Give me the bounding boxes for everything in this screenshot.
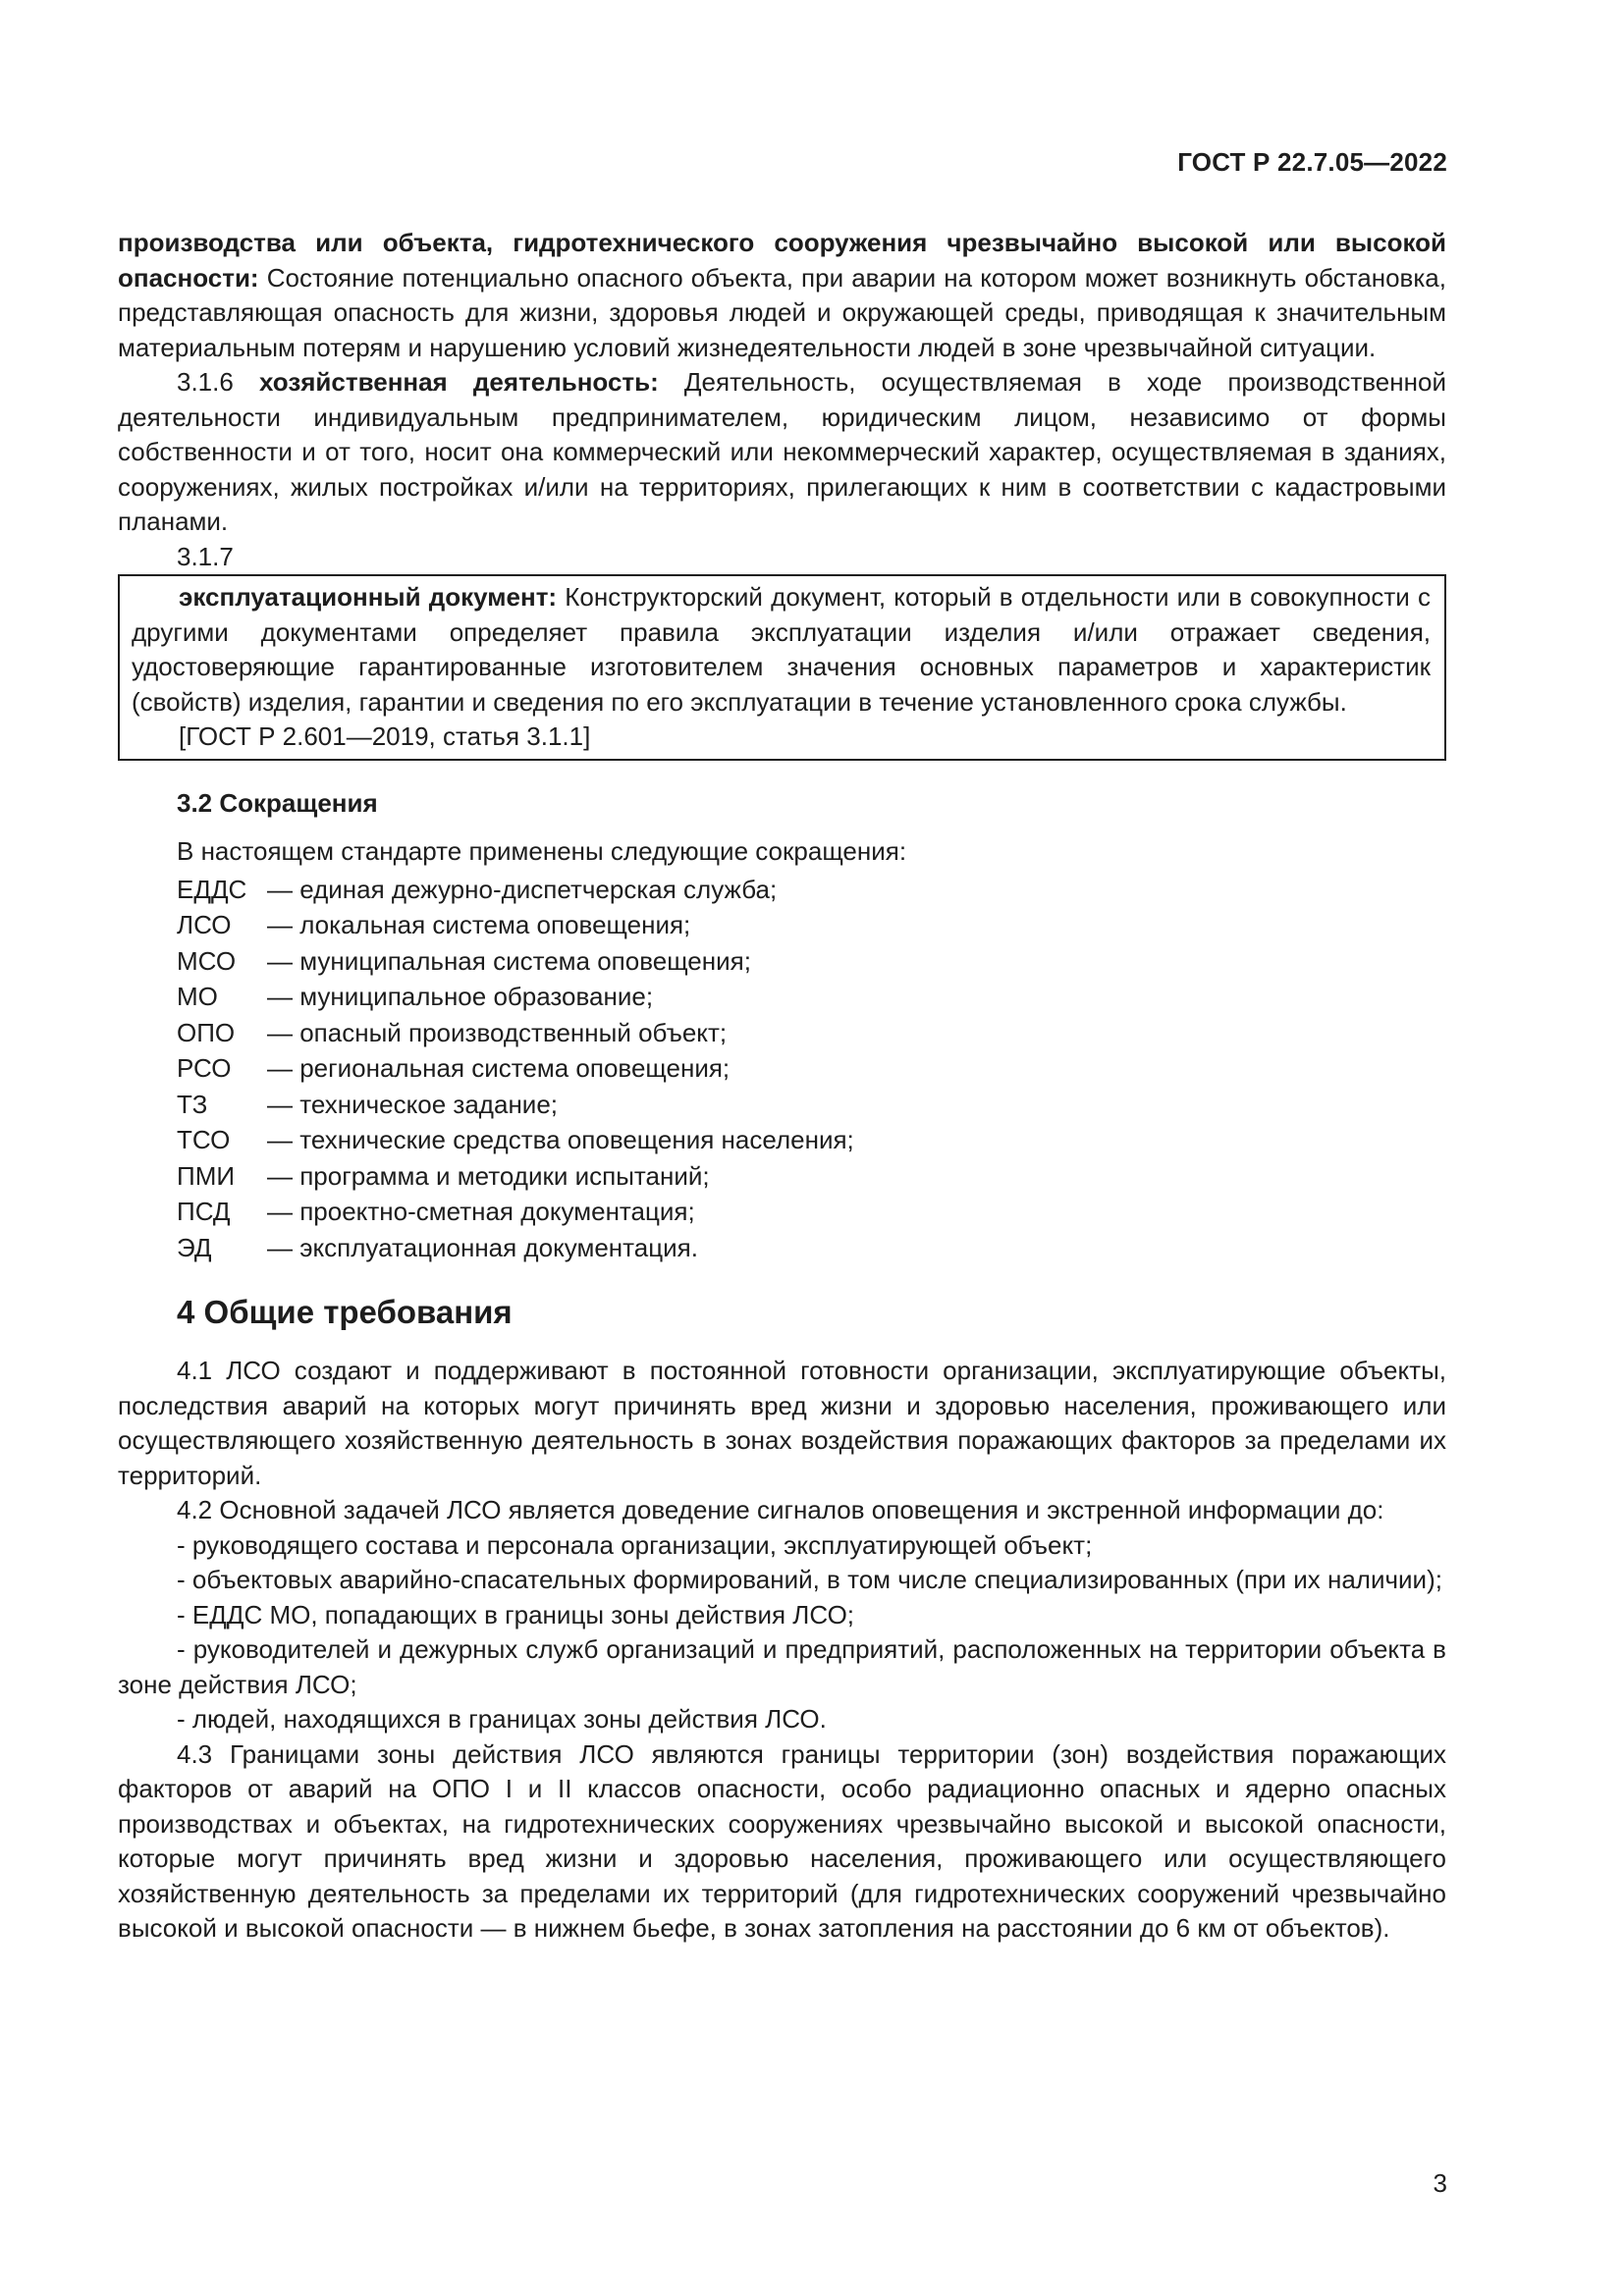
abbreviation-definition: — единая дежурно-диспетчерская служба; (267, 874, 778, 904)
abbreviation-definition: — эксплуатационная документация. (267, 1232, 698, 1262)
definition-text: Состояние потенциально опасного объекта, при аварии на котором может возникнуть обстановка, представляющая опасность для жизни, здоровья людей и окружающей среды, приводящая к значительным материальным потерям и нарушению условий жизнедеятельности людей в зоне чрезвычайной ситуации. (118, 262, 1446, 362)
abbreviation-row (177, 1015, 1446, 1051)
abbreviation-definition: — локальная система оповещения; (267, 910, 691, 939)
abbreviation-code: ТЗ (177, 1089, 208, 1119)
abbreviation-row (177, 979, 1446, 1015)
abbreviation-code: ПСД (177, 1197, 231, 1226)
list-item: - объектовых аварийно-спасательных формирований, в том числе специализированных (при их наличии); (177, 1565, 1442, 1594)
abbreviation-code: МСО (177, 945, 237, 976)
abbreviation-row (177, 1158, 1446, 1195)
definition-box-3-1-7 (118, 574, 1446, 761)
abbreviation-row (177, 1194, 1446, 1230)
abbreviation-code: ПМИ (177, 1160, 236, 1191)
page-header: ГОСТ Р 22.7.05—2022 (1177, 147, 1447, 177)
definition-term: хозяйственная деятельность: (258, 367, 659, 397)
abbreviation-row (177, 872, 1446, 908)
abbreviation-row (177, 907, 1446, 943)
definition-text: Конструкторский документ, который в отдельности или в совокупности с другими документами определяет правила эксплуатации изделия и/или отражает сведения, удостоверяющие гарантированные изготовителем значения основных параметров и характеристик (свойств) изделия, гарантии и сведения по его эксплуатации в течение установленного срока службы. (132, 582, 1432, 717)
abbreviation-definition: — программа и методики испытаний; (267, 1160, 710, 1191)
paragraph-4-2: 4.2 Основной задачей ЛСО является доведение сигналов оповещения и экстренной информации до: (177, 1495, 1384, 1524)
list-item: - людей, находящихся в границах зоны действия ЛСО. (177, 1704, 827, 1734)
abbreviation-code: ЕДДС (177, 874, 247, 904)
abbreviation-code: ЭД (177, 1232, 212, 1262)
subsection-title-abbreviations: 3.2 Сокращения (177, 787, 378, 818)
abbreviation-code: ОПО (177, 1017, 236, 1047)
definition-reference: [ГОСТ Р 2.601—2019, статья 3.1.1] (179, 721, 591, 751)
list-item: - руководителей и дежурных служб организаций и предприятий, расположенных на территории объекта в зоне действия ЛСО; (118, 1634, 1446, 1699)
abbreviation-definition: — региональная система оповещения; (267, 1053, 731, 1083)
abbreviation-row (177, 1087, 1446, 1123)
abbreviation-code: ЛСО (177, 910, 232, 939)
paragraph-4-3: 4.3 Границами зоны действия ЛСО являются границы территории (зон) воздействия поражающих факторов от аварий на ОПО I и II классов опасности, особо радиационно опасных и ядерно опасных производствах и объектах, на гидротехнических сооружениях чрезвычайно высокой и высокой опасности, которые могут причинять вред жизни и здоровью населения, проживающего или осуществляющего хозяйственную деятельность за пределами их территорий (для гидротехнических сооружений чрезвычайно высокой и высокой опасности — в нижнем бьефе, в зонах затопления на расстоянии до 6 км от объектов). (118, 1738, 1446, 1943)
abbreviation-row (177, 943, 1446, 980)
definition-term: эксплуатационный документ: (179, 582, 558, 612)
abbreviation-definition: — техническое задание; (267, 1089, 559, 1119)
abbreviations-intro: В настоящем стандарте применены следующие сокращения: (177, 836, 907, 866)
definition-3-1-6 (118, 365, 1446, 540)
abbreviation-row (177, 1230, 1446, 1266)
abbreviation-row (177, 1050, 1446, 1087)
abbreviation-definition: — муниципальное образование; (267, 982, 654, 1011)
definition-text: Деятельность, осуществляемая в ходе производственной деятельности индивидуальным предпринимателем, юридическим лицом, независимо от формы собственности и от того, носит она коммерческий или некоммерческий характер, осуществляемая в зданиях, сооружениях, жилых постройках и/или на территориях, прилегающих к ним в соответствии с кадастровыми планами. (118, 367, 1446, 536)
clause-number: 3.1.6 (177, 367, 259, 397)
clause-number-3-1-7: 3.1.7 (177, 541, 234, 571)
paragraph-4-1: 4.1 ЛСО создают и поддерживают в постоянной готовности организации, эксплуатирующие объекты, последствия аварий на которых могут причинять вред жизни и здоровью населения, проживающего или осуществляющего хозяйственную деятельность в зонах воздействия поражающих факторов за пределами их территорий. (118, 1356, 1446, 1490)
list-item: - руководящего состава и персонала организации, эксплуатирующей объект; (177, 1529, 1093, 1560)
abbreviation-code: МО (177, 982, 218, 1011)
abbreviation-definition: — проектно-сметная документация; (267, 1197, 695, 1226)
abbreviation-code: РСО (177, 1053, 232, 1083)
document-body (118, 226, 1446, 1947)
definition-3-1-7 (132, 580, 1431, 720)
abbreviation-row (177, 1122, 1446, 1158)
abbreviation-code: ТСО (177, 1125, 231, 1154)
definition-term: производства или объекта, гидротехнического сооружения чрезвычайно высокой или высокой опасности: (118, 228, 1446, 293)
definition-continued (118, 226, 1446, 365)
abbreviation-definition: — муниципальная система оповещения; (267, 945, 751, 976)
abbreviations-list (177, 872, 1446, 1266)
abbreviation-definition: — технические средства оповещения населения; (267, 1125, 854, 1154)
section-title-general-requirements: 4 Общие требования (177, 1294, 513, 1330)
abbreviation-definition: — опасный производственный объект; (267, 1017, 728, 1047)
page-number: 3 (1433, 2168, 1447, 2198)
list-item: - ЕДДС МО, попадающих в границы зоны действия ЛСО; (177, 1599, 855, 1629)
